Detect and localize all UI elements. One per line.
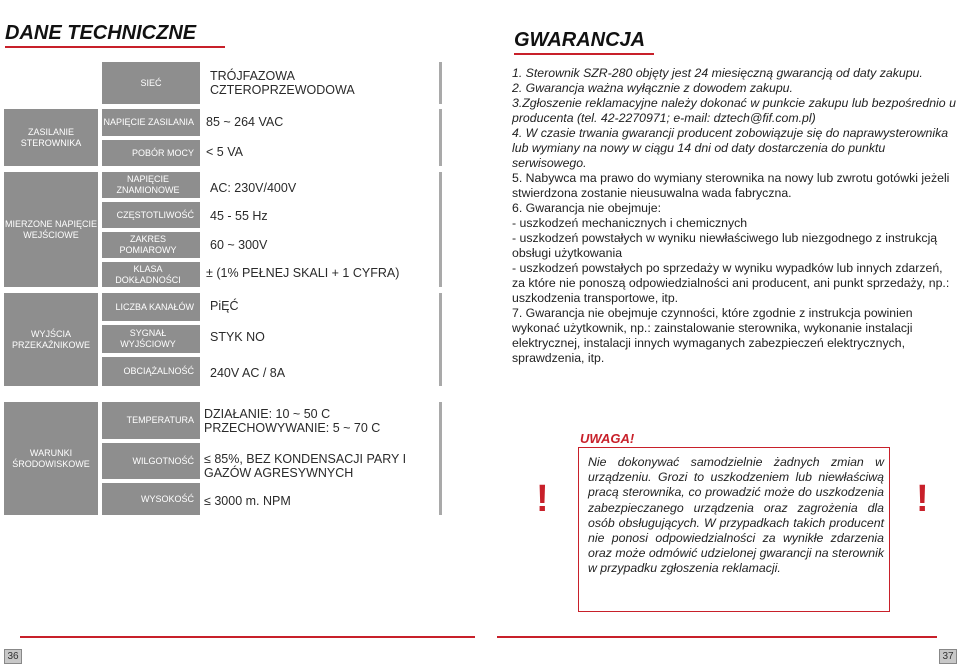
- group-environment: WARUNKI ŚRODOWISKOWE: [4, 402, 98, 515]
- group-measured-voltage: MIERZONE NAPIĘCIE WEJŚCIOWE: [4, 172, 98, 287]
- row-label-supply-voltage: NAPIĘCIE ZASILANIA: [102, 109, 200, 136]
- warning-right-icon: !: [916, 478, 929, 520]
- row-label-humidity: WILGOTNOŚĆ: [102, 443, 200, 479]
- warning-left-icon: !: [536, 478, 549, 520]
- warranty-exclusion-3: - uszkodzeń powstałych po sprzedaży w wyniku wypadków lub innych zdarzeń, za które nie ponoszą odpowiedzialności ani producent, ani punkt sprzedaży, np.: uszkodzenia transportowe, itp.: [512, 261, 950, 305]
- row-label-channel-count: LICZBA KANAŁÓW: [102, 293, 200, 321]
- row-label-temperature: TEMPERATURA: [102, 402, 200, 439]
- row-label-network: SIEĆ: [102, 62, 200, 104]
- value-supply-voltage: 85 ~ 264 VAC: [206, 115, 284, 129]
- value-frequency: 45 - 55 Hz: [210, 209, 268, 223]
- group-relay-outputs: WYJŚCIA PRZEKAŹNIKOWE: [4, 293, 98, 386]
- warranty-point-5: 5. Nabywca ma prawo do wymiany sterownika na nowy lub zwrotu gotówki jeżeli stwierdzona zostanie nieusuwalna wada fabryczna.: [512, 171, 950, 200]
- left-page-title: DANE TECHNICZNE: [5, 22, 197, 44]
- row-label-rated-voltage: NAPIĘCIE ZNAMIONOWE: [102, 172, 200, 198]
- warranty-point-7: 7. Gwarancja nie obejmuje czynności, które zgodnie z instrukcja powinien wykonać użytkownik, np.: zainstalowanie sterownika, wykonanie instalacji elektrycznej, instalacji innych wymaganych zabezpieczeń elektrycznych, sprawdzenia, itp.: [512, 306, 913, 365]
- left-footer-line: [20, 636, 475, 638]
- warranty-point-4: 4. W czasie trwania gwarancji producent zobowiązuje się do naprawysterownika lub wymiany na nowy w ciągu 14 dni od daty dostarczenia do punktu serwisowego.: [512, 126, 949, 170]
- warranty-exclusion-1: - uszkodzeń mechanicznych i chemicznych: [512, 216, 748, 230]
- warranty-exclusion-2: - uszkodzeń powstałych w wyniku niewłaściwego lub niezgodnego z instrukcją obsługi użytkowania: [512, 231, 938, 260]
- value-load-capacity: 240V AC / 8A: [210, 366, 286, 380]
- row-label-output-signal: SYGNAŁ WYJŚCIOWY: [102, 325, 200, 353]
- right-page-title: GWARANCJA: [514, 29, 646, 51]
- value-output-signal: STYK NO: [210, 330, 265, 344]
- left-page-number: 36: [4, 649, 22, 664]
- title-underline: [5, 46, 225, 48]
- row-label-accuracy-class: KLASA DOKŁADNOŚCI: [102, 262, 200, 287]
- row-label-altitude: WYSOKOŚĆ: [102, 483, 200, 515]
- value-altitude: ≤ 3000 m. NPM: [204, 494, 291, 508]
- value-channel-count: PiĘĆ: [210, 299, 239, 313]
- warranty-point-6: 6. Gwarancja nie obejmuje:: [512, 201, 662, 215]
- value-accuracy-class: ± (1% PEŁNEJ SKALI + 1 CYFRA): [206, 266, 400, 280]
- row-label-frequency: CZĘSTOTLIWOŚĆ: [102, 202, 200, 228]
- warranty-point-3: 3.Zgłoszenie reklamacyjne należy dokonać w punkcie zakupu lub bezpośrednio u producenta (tel. 42-2270971; e-mail: dztech@fif.com.pl): [512, 96, 956, 125]
- value-power-consumption: < 5 VA: [206, 145, 243, 159]
- right-footer-line: [497, 636, 937, 638]
- row-label-load-capacity: OBCIĄŻALNOŚĆ: [102, 357, 200, 386]
- row-label-measuring-range: ZAKRES POMIAROWY: [102, 232, 200, 258]
- group-power-supply: ZASILANIE STEROWNIKA: [4, 109, 98, 166]
- warning-text: Nie dokonywać samodzielnie żadnych zmian w urządzeniu. Grozi to uszkodzeniem lub niewłaściwą pracą sterownika, co prowadzić może do uszkodzenia zabezpieczanego urządzenia oraz zagrożenia dla osób obsługujących. W przypadkach takich producent nie ponosi odpowiedzialności za wynikłe zdarzenia oraz może odmówić udzielonej gwarancji na sterownik w przypadku zgłoszenia reklamacji.: [588, 455, 884, 576]
- warning-title: UWAGA!: [580, 431, 635, 446]
- title-underline-right: [514, 53, 654, 55]
- value-network: TRÓJFAZOWA CZTEROPRZEWODOWA: [210, 69, 355, 97]
- value-measuring-range: 60 ~ 300V: [210, 238, 268, 252]
- right-page-number: 37: [939, 649, 957, 664]
- value-humidity: ≤ 85%, BEZ KONDENSACJI PARY I GAZÓW AGRESYWNYCH: [204, 452, 407, 480]
- value-rated-voltage: AC: 230V/400V: [210, 181, 297, 195]
- warranty-terms: [512, 66, 956, 366]
- row-label-power-consumption: POBÓR MOCY: [102, 140, 200, 166]
- warranty-point-2: 2. Gwarancja ważna wyłącznie z dowodem zakupu.: [512, 81, 793, 95]
- warranty-point-1: 1. Sterownik SZR-280 objęty jest 24 miesięczną gwarancją od daty zakupu.: [512, 66, 923, 80]
- value-temperature: DZIAŁANIE: 10 ~ 50 C PRZECHOWYWANIE: 5 ~ 70 C: [204, 407, 381, 435]
